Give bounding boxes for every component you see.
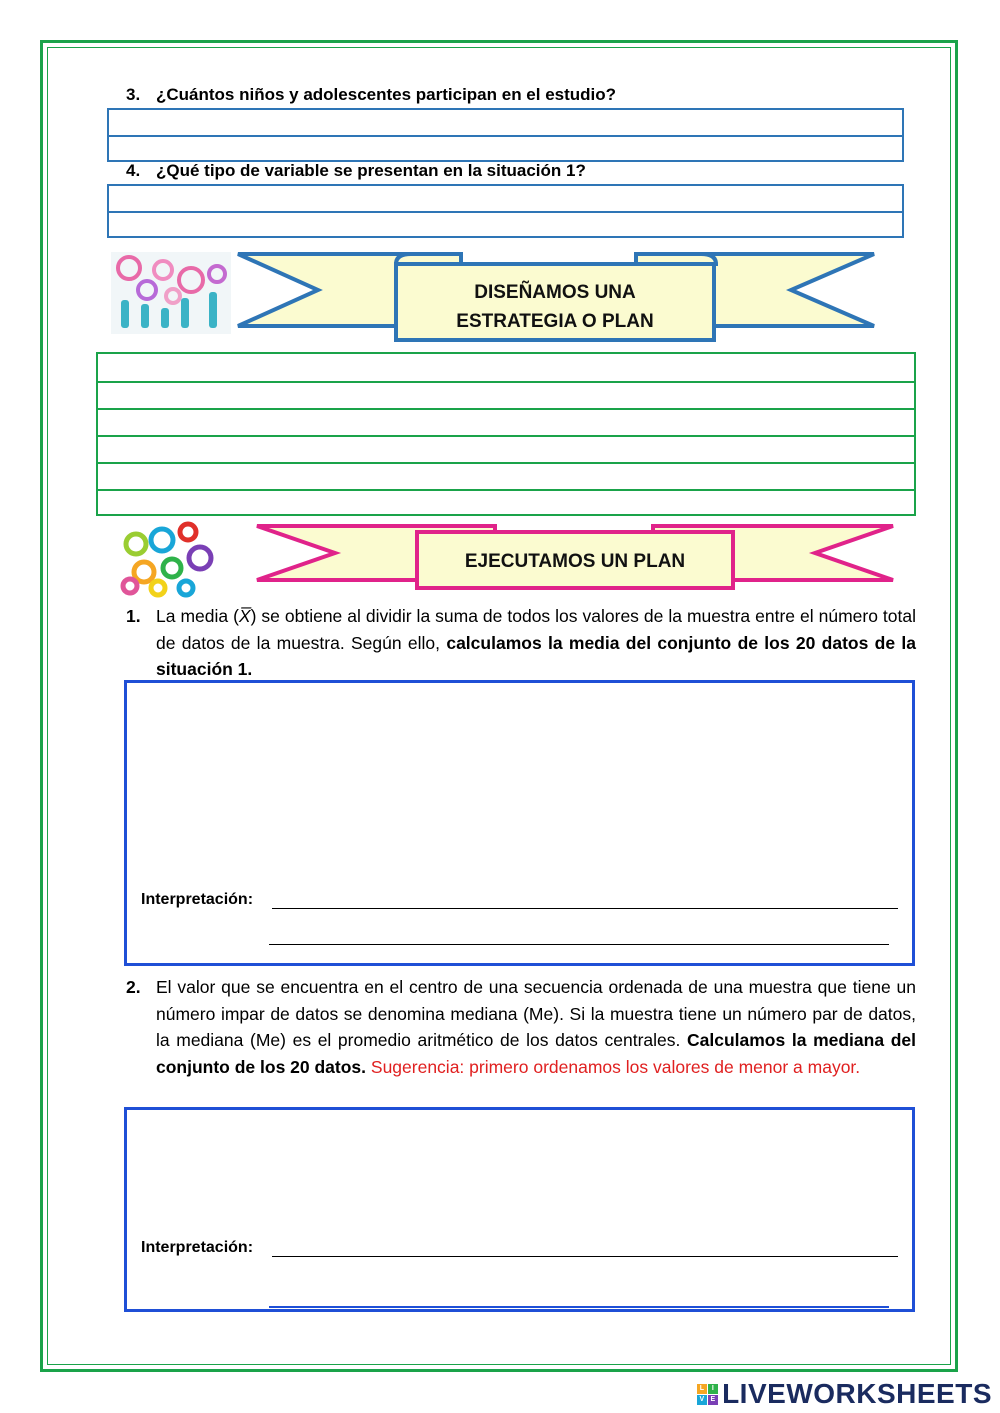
logo-mark-letter: I <box>708 1384 718 1394</box>
strategy-line[interactable] <box>98 354 914 381</box>
logo-mark-icon <box>697 1384 718 1405</box>
answer-box-question-4 <box>107 184 904 238</box>
item-number: 1. <box>126 606 141 626</box>
answer-box-question-3 <box>107 108 904 162</box>
median-answer-box[interactable] <box>124 1107 915 1312</box>
mean-answer-box[interactable] <box>124 680 915 966</box>
question-text: ¿Cuántos niños y adolescentes participan en el estudio? <box>156 85 617 104</box>
answer-line[interactable] <box>109 186 902 211</box>
banner-design-line1: DISEÑAMOS UNA <box>474 282 636 303</box>
item-1-bold: calculamos la media del conjunto de los 20 datos de la situación 1. <box>156 632 916 679</box>
question-number: 3. <box>126 85 141 104</box>
logo-mark-letter: L <box>697 1384 707 1394</box>
banner-execute-title: EJECUTAMOS UN PLAN <box>464 551 686 572</box>
gears-people-icon <box>111 252 231 334</box>
liveworksheets-logo <box>697 1378 992 1410</box>
colorful-gears-icon <box>116 520 226 598</box>
item-2-text-main: El valor que se encuentra en el centro de una secuencia ordenada de una muestra que tiene un número impar de datos se denomina mediana (Me). Si la muestra tiene un número par de datos, la mediana (Me) es el promedio aritmético de los datos centrales. <box>156 977 916 1050</box>
item-1-text-a: La media ( <box>156 606 239 626</box>
item-1-paragraph <box>126 603 916 683</box>
question-3 <box>126 85 616 105</box>
strategy-line[interactable] <box>98 408 914 435</box>
banner-design-title <box>396 278 714 336</box>
strategy-line[interactable] <box>98 381 914 408</box>
item-2-suggestion: Sugerencia: primero ordenamos los valores de menor a mayor. <box>366 1056 861 1077</box>
logo-text: LIVEWORKSHEETS <box>722 1378 992 1409</box>
answer-line[interactable] <box>109 110 902 135</box>
question-4 <box>126 161 586 181</box>
item-2-text <box>156 974 916 1080</box>
strategy-line[interactable] <box>98 435 914 462</box>
interpretation-line[interactable] <box>269 1306 889 1308</box>
banner-design-line2: ESTRATEGIA O PLAN <box>456 311 654 332</box>
logo-mark-letter: E <box>708 1395 718 1405</box>
answer-line[interactable] <box>109 211 902 236</box>
item-2-paragraph <box>126 974 916 1080</box>
item-number: 2. <box>126 977 141 997</box>
strategy-lines-box <box>96 352 916 516</box>
answer-line[interactable] <box>109 135 902 160</box>
item-1-text <box>156 603 916 683</box>
interpretation-label: Interpretación: <box>141 891 254 908</box>
interpretation-label: Interpretación: <box>141 1239 254 1256</box>
item-2-bold: Calculamos la mediana del conjunto de los 20 datos. <box>156 1030 916 1077</box>
question-text: ¿Qué tipo de variable se presentan en la situación 1? <box>156 161 586 180</box>
question-number: 4. <box>126 161 141 180</box>
interpretation-line[interactable] <box>272 1256 898 1257</box>
logo-mark-letter: V <box>697 1395 707 1405</box>
item-1-text-b: ) se obtiene al dividir la suma de todos los valores de la muestra entre el número total de datos de la muestra. Según ello, <box>156 606 916 653</box>
mean-symbol: X̅ <box>238 606 251 626</box>
strategy-line[interactable] <box>98 489 914 516</box>
interpretation-line[interactable] <box>269 944 889 945</box>
interpretation-line[interactable] <box>272 908 898 909</box>
strategy-line[interactable] <box>98 462 914 489</box>
